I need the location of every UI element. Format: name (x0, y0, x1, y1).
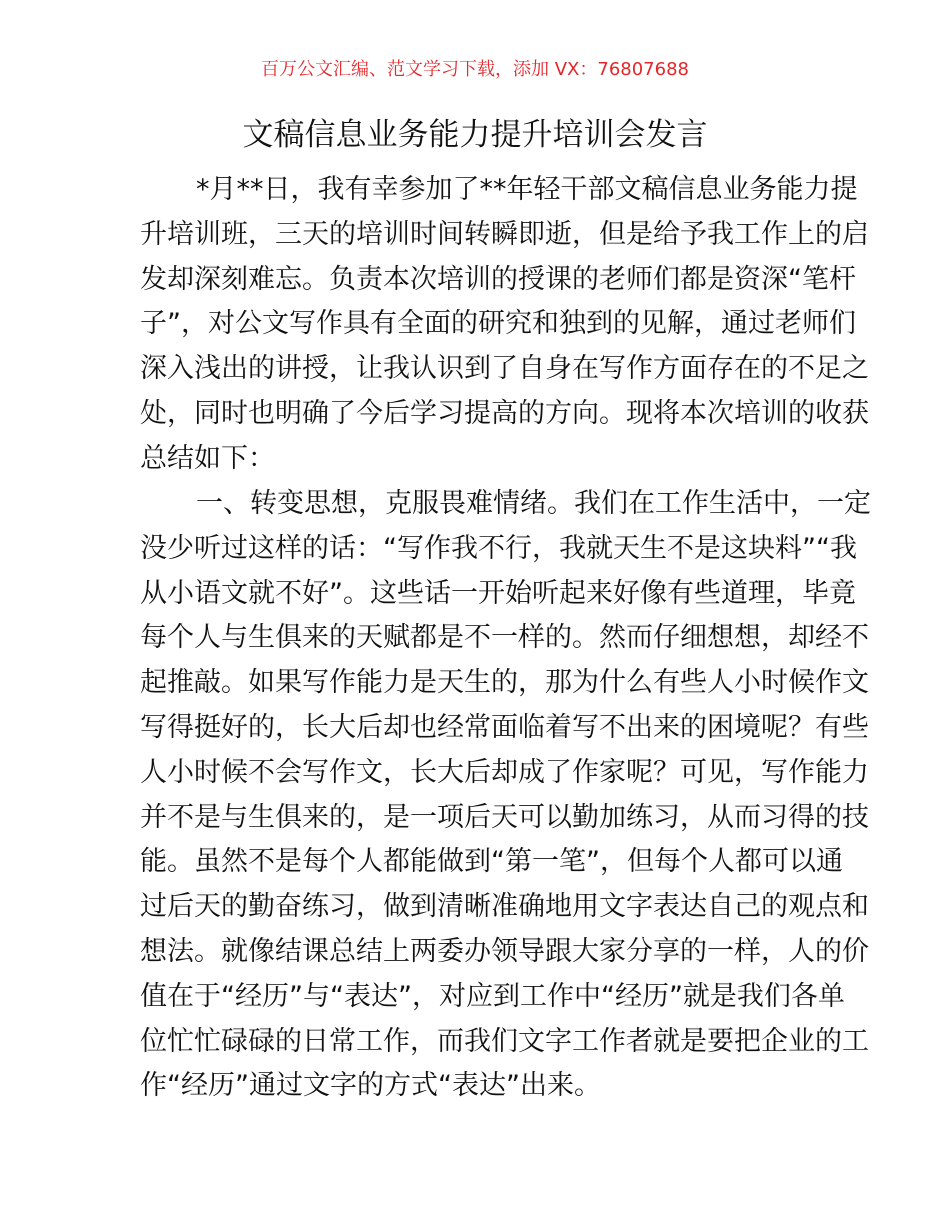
text-line: 每个人与生俱来的天赋都是不一样的。然而仔细想想，却经不 (140, 622, 869, 654)
text-line: 过后天的勤奋练习，做到清晰准确地用文字表达自己的观点和 (140, 891, 869, 923)
watermark-banner: 百万公文汇编、范文学习下载，添加 VX：76807688 (261, 59, 689, 80)
text-line: 子”，对公文写作具有全面的研究和独到的见解，通过老师们 (140, 308, 856, 340)
text-line: 发却深刻难忘。负责本次培训的授课的老师们都是资深“笔杆 (140, 263, 856, 295)
text-line: 作“经历”通过文字的方式“表达”出来。 (140, 1070, 601, 1102)
text-line: 想法。就像结课总结上两委办领导跟大家分享的一样，人的价 (140, 935, 869, 967)
text-line: 升培训班，三天的培训时间转瞬即逝，但是给予我工作上的启 (140, 218, 869, 250)
text-line: 总结如下： (140, 442, 275, 474)
text-line: 起推敲。如果写作能力是天生的，那为什么有些人小时候作文 (140, 667, 869, 699)
text-line: 人小时候不会写作文，长大后却成了作家呢？可见，写作能力 (140, 756, 869, 788)
text-line: 并不是与生俱来的，是一项后天可以勤加练习，从而习得的技 (140, 801, 869, 833)
text-line: 处，同时也明确了今后学习提高的方向。现将本次培训的收获 (140, 397, 869, 429)
text-line: 没少听过这样的话：“写作我不行，我就天生不是这块料”“我 (140, 532, 857, 564)
text-line: *月**日，我有幸参加了**年轻干部文稿信息业务能力提 (196, 174, 858, 205)
text-line: 深入浅出的讲授，让我认识到了自身在写作方面存在的不足之 (140, 353, 869, 385)
text-line: 一、转变思想，克服畏难情绪。我们在工作生活中，一定 (196, 488, 871, 519)
paragraph-section-one (140, 482, 871, 1109)
paragraph-intro (140, 168, 869, 482)
text-line: 位忙忙碌碌的日常工作，而我们文字工作者就是要把企业的工 (140, 1025, 869, 1057)
text-line: 能。虽然不是每个人都能做到“第一笔”，但每个人都可以通 (140, 846, 843, 878)
text-line: 写得挺好的，长大后却也经常面临着写不出来的困境呢？有些 (140, 711, 869, 743)
text-line: 从小语文就不好”。这些话一开始听起来好像有些道理，毕竟 (140, 577, 856, 609)
document-title: 文稿信息业务能力提升培训会发言 (242, 117, 708, 153)
text-line: 值在于“经历”与“表达”，对应到工作中“经历”就是我们各单 (140, 980, 845, 1012)
